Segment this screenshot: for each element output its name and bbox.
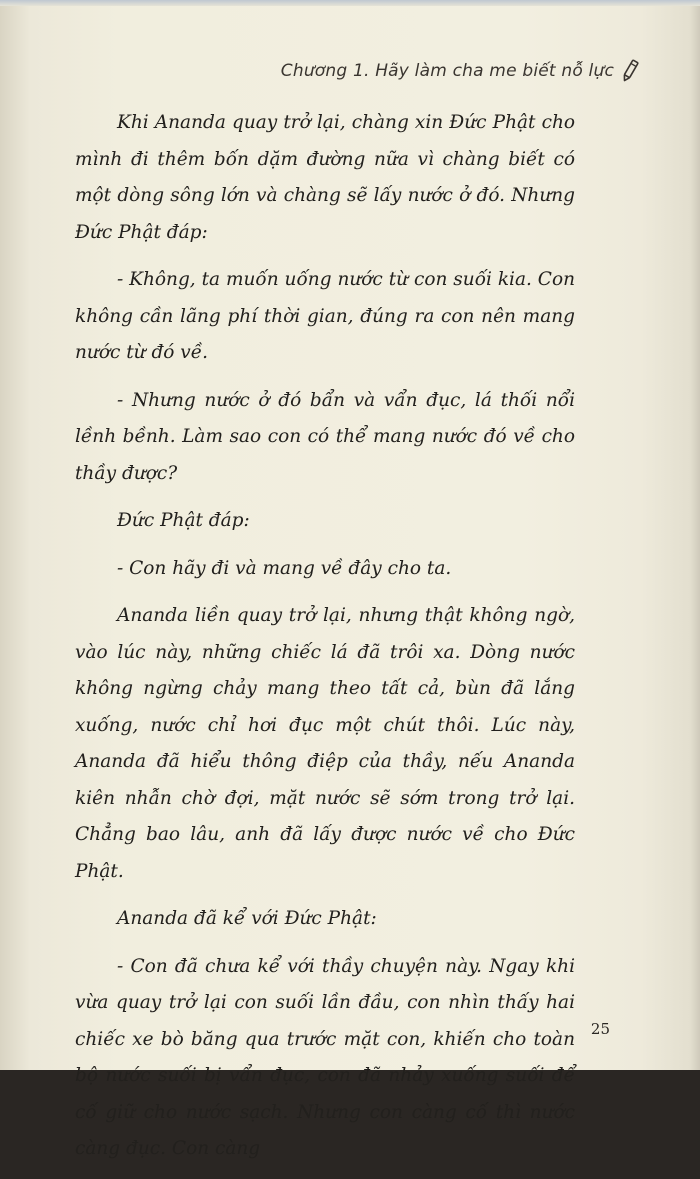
paragraph-4: Đức Phật đáp: — [117, 510, 250, 531]
page-top-edge — [0, 0, 700, 6]
paragraph-6: Ananda liền quay trở lại, nhưng thật không ngờ, vào lúc này, những chiếc lá đã trôi xa. Dòng nước không ngừng chảy mang theo tất cả, bùn đã lắng xuống, nước chỉ hơi đục một chút thôi. Lúc này, Ananda đã hiểu thông điệp của thầy, nếu Ananda kiên nhẫn chờ đợi, mặt nước sẽ sớm trong trở lại. Chẳng bao lâu, anh đã lấy được nước về cho Đức Phật. — [75, 605, 575, 882]
paragraph-2: - Không, ta muốn uống nước từ con suối kia. Con không cần lãng phí thời gian, đúng ra con nên mang nước từ đó về. — [75, 269, 575, 363]
pencil-icon — [620, 58, 640, 84]
paragraph-7: Ananda đã kể với Đức Phật: — [117, 908, 377, 929]
page-number: 25 — [590, 1020, 610, 1038]
running-header — [281, 58, 640, 84]
paragraph-8: - Con đã chưa kể với thầy chuyện này. Ngay khi vừa quay trở lại con suối lần đầu, con nhìn thấy hai chiếc xe bò băng qua trước mặt con, khiến cho toàn bộ nước suối bị vẩn đục, con đã nhảy xuống suối để cố giữ cho nước sạch. Nhưng con càng cố thì nước càng đục. Con càng — [75, 955, 575, 1159]
paragraph-5: - Con hãy đi và mang về đây cho ta. — [117, 557, 452, 579]
chapter-title: Chương 1. Hãy làm cha me biết nỗ lực — [280, 61, 614, 81]
body-text — [75, 105, 575, 1179]
paragraph-1: Khi Ananda quay trở lại, chàng xin Đức Phật cho mình đi thêm bốn dặm đường nữa vì chàng biết có một dòng sông lớn và chàng sẽ lấy nước ở đó. Nhưng Đức Phật đáp: — [75, 112, 575, 243]
paragraph-3: - Nhưng nước ở đó bẩn và vẩn đục, lá thối nổi lềnh bềnh. Làm sao con có thể mang nước đó về cho thầy được? — [75, 389, 575, 484]
